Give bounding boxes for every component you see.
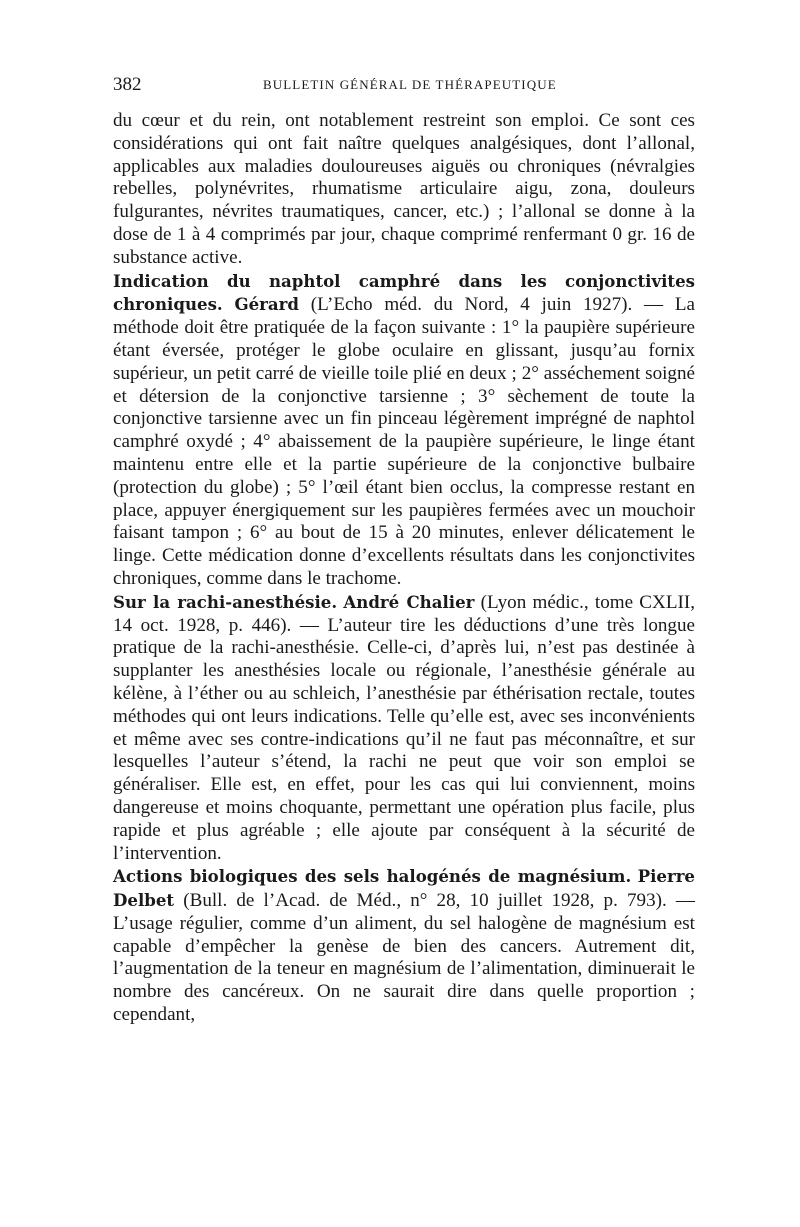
journal-page — [113, 70, 695, 1027]
section-reference: (L’Echo méd. du Nord, 4 juin 1927). — — [310, 294, 664, 316]
section-rachi-anesthesie — [113, 591, 695, 866]
page-number: 382 — [113, 74, 142, 95]
section-title: Indication du naphtol camphré dans les conjonctivites chroniques. — [113, 270, 695, 315]
article-body — [113, 110, 695, 1027]
section-author: Gérard — [234, 294, 300, 315]
section-text: L’usage régulier, comme d’un aliment, du sel halogène de magnésium est capable d’empêcher la genèse de bien des cancers. Autrement dit, l’augmentation de la teneur en magnésium de l’alimentation, diminuerait le nombre des cancéreux. On ne saurait dire dans quelle proportion ; cependant, — [113, 912, 695, 1026]
section-text: L’auteur tire les déductions d’une très longue pratique de la rachi-anesthésie. Celle-ci, d’après lui, n’est pas destinée à supplanter les anesthésies locale ou régionale, l’anesthésie générale au kélène, à l’éther ou au schleich, l’anesthésie par éthérisation rectale, toutes méthodes qui ont leurs indications. Telle qu’elle est, avec ses inconvénients et même avec ses contre-indications qu’il ne faut pas méconnaître, et sur lesquelles l’auteur s’étend, la rachi ne peut que voir son emploi se généraliser. Elle est, en effet, pour les cas qui lui conviennent, moins dangereuse et moins choquante, permettant une opération plus facile, plus rapide et plus agréable ; elle ajoute par conséquent à la sécurité de l’intervention. — [113, 614, 695, 864]
running-header — [113, 70, 695, 100]
section-reference: (Bull. de l’Acad. de Méd., n° 28, 10 juillet 1928, p. 793). — — [183, 890, 695, 912]
section-text: La méthode doit être pratiquée de la façon suivante : 1° la paupière supérieure étant éversée, protéger le globe oculaire en glissant, jusqu’au fornix supérieur, un petit carré de vieille toile plié en deux ; 2° asséchement soigné et détersion de la conjonctive tarsienne ; 3° sèchement de toute la conjonctive tarsienne avec un fin pinceau légèrement imprégné de naphtol camphré oxydé ; 4° abaissement de la paupière supérieure, le linge étant maintenu entre elle et la partie supérieure de la conjonctive bulbaire (protection du globe) ; 5° l’œil étant bien occlus, la compresse restant en place, appuyer énergiquement sur les paupières fermées avec un mouchoir faisant tampon ; 6° au bout de 15 à 20 minutes, enlever délicatement le linge. Cette médication donne d’excellents résultats dans les conjonctivites chroniques, comme dans le trachome. — [113, 294, 695, 589]
section-magnesium — [113, 865, 695, 1027]
section-naphtol — [113, 270, 695, 591]
intro-paragraph: du cœur et du rein, ont notablement restreint son emploi. Ce sont ces considérations qui ont fait naître quelques analgésiques, dont l’allonal, applicables aux maladies douloureuses aiguës ou chroniques (névralgies rebelles, polynévrites, rhumatisme articulaire aigu, zona, douleurs fulgurantes, névrites traumatiques, cancer, etc.) ; l’allonal se donne à la dose de 1 à 4 comprimés par jour, chaque comprimé renfermant 0 gr. 16 de substance active. — [113, 110, 695, 268]
section-title: Sur la rachi-anesthésie. — [113, 591, 338, 612]
section-author: Pierre Delbet — [113, 866, 695, 911]
section-title: Actions biologiques des sels halogénés de magnésium. — [113, 866, 632, 887]
journal-title: BULLETIN GÉNÉRAL DE THÉRAPEUTIQUE — [263, 77, 557, 92]
section-author: André Chalier — [343, 591, 475, 612]
section-reference: (Lyon médic., tome CXLII, 14 oct. 1928, p. 446). — — [113, 591, 695, 636]
